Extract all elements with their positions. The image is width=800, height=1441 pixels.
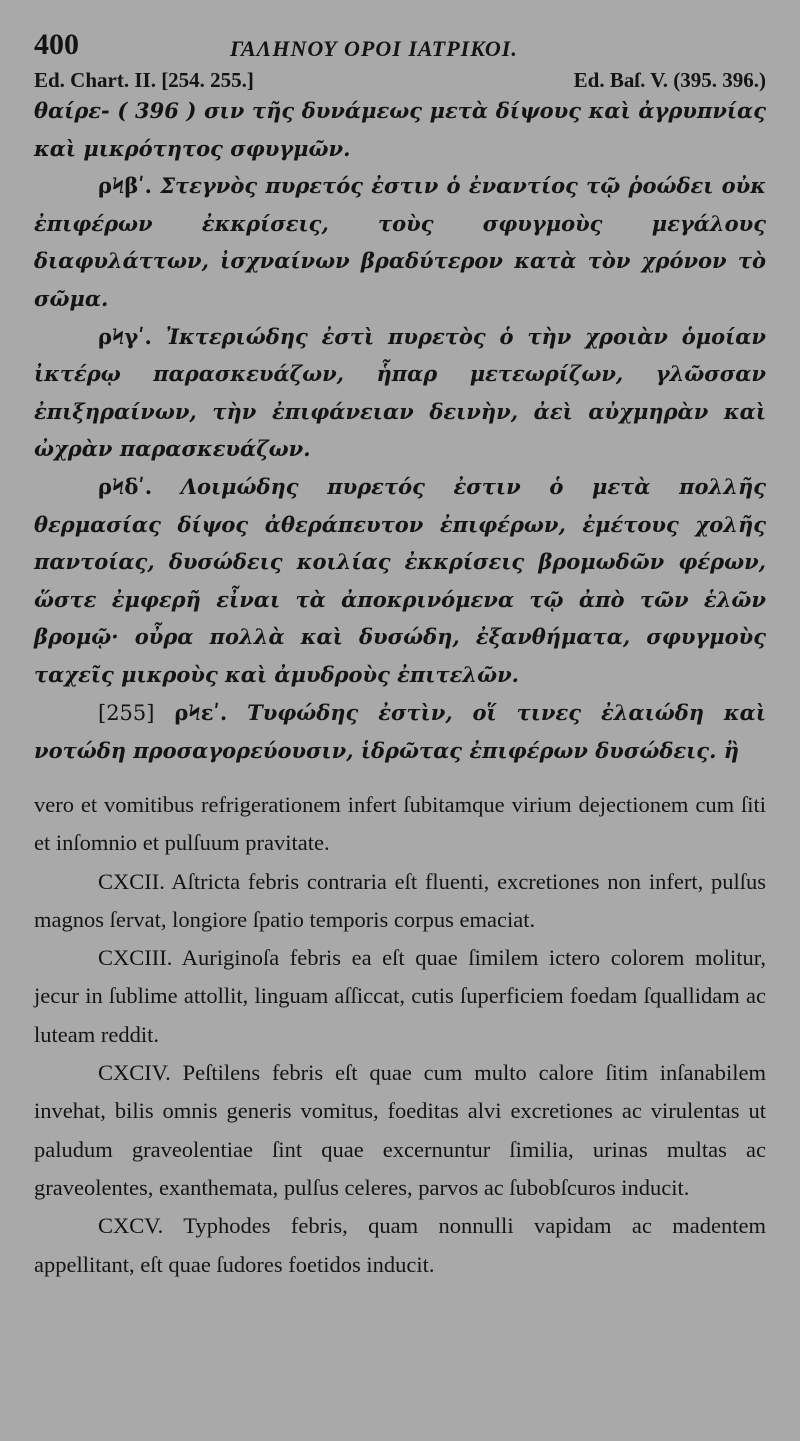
latin-paragraph [34, 939, 766, 1054]
greek-section-number: ρϞγʹ. [98, 323, 152, 349]
page-number: 400 [34, 28, 79, 61]
latin-text-block [34, 786, 766, 1284]
edition-reference-left: Ed. Chart. II. [254. 255.] [34, 68, 254, 92]
greek-paragraph [34, 167, 766, 317]
running-title: ΓΑΛΗΝΟΥ ΟΡΟΙ ΙΑΤΡΙΚΟΙ. [230, 36, 518, 61]
greek-section-number: ρϞβʹ. [98, 173, 152, 199]
greek-paragraph [34, 92, 766, 167]
latin-paragraph [34, 786, 766, 863]
greek-paragraph-text: Στεγνὸς πυρετός ἐστιν ὁ ἐναντίος τῷ ῥοώδει οὐκ ἐπιφέρων ἐκκρίσεις, τοὺς σφυγμοὺς μεγάλους διαφυλάττων, ἰσχναίνων βραδύτερον κατὰ τὸν χρόνον τὸ σῶμα. [34, 173, 766, 311]
latin-paragraph-text: Peſtilens febris eſt quae cum multo calore ſitim inſanabilem invehat, bilis omnis generis vomitus, foeditas alvi excretiones ac virulentas ut paludum graveolentiae ſint quae excernuntur ſimilia, urinas multas ac graveolentes, exanthemata, pulſus celeres, parvos ac ſubobſcuros inducit. [34, 1060, 767, 1200]
latin-paragraph-text: vero et vomitibus refrigerationem infert ſubitamque virium dejectionem cum ſiti et inſomnio et pulſuum pravitate. [34, 792, 766, 856]
latin-paragraph [34, 863, 766, 940]
greek-text-block [34, 92, 766, 770]
greek-paragraph [34, 694, 766, 770]
greek-section-number: ρϞδʹ. [98, 473, 153, 499]
latin-paragraph-text: Aſtricta febris contraria eſt fluenti, excretiones non infert, pulſus magnos ſervat, longiore ſpatio temporis corpus emaciat. [34, 868, 766, 932]
greek-paragraph-text: Λοιμώδης πυρετός ἐστιν ὁ μετὰ πολλῆς θερμασίας δίψος ἀθεράπευτον ἐπιφέρων, ἐμέτους χολῆς παντοίας, δυσώδεις κοιλίας ἐκκρίσεις βρομωδῶν φέρων, ὥστε ἐμφερῆ εἶναι τὰ ἀποκρινόμενα τῷ ἀπὸ τῶν ἑλῶν βρομῷ· οὖρα πολλὰ καὶ δυσώδη, ἐξανθήματα, σφυγμοὺς ταχεῖς μικροὺς καὶ ἀμυδροὺς ἐπιτελῶν. [34, 473, 767, 687]
greek-paragraph-text: Ἰκτεριώδης ἐστὶ πυρετὸς ὁ τὴν χροιὰν ὁμοίαν ἰκτέρῳ παρασκευάζων, ἧπαρ μετεωρίζων, γλῶσσαν ἐπιξηραίνων, τὴν ἐπιφάνειαν δεινὴν, ἀεὶ αὐχμηρὰν καὶ ὠχρὰν παρασκευάζων. [34, 323, 767, 462]
greek-section-number: ρϞεʹ. [174, 699, 228, 725]
latin-section-number: CXCIII. [98, 945, 173, 971]
latin-section-number: CXCIV. [98, 1060, 171, 1086]
greek-paragraph [34, 468, 766, 694]
latin-paragraph [34, 1054, 766, 1207]
latin-paragraph-text: Auriginoſa febris ea eſt quae ſimilem ictero colorem molitur, jecur in ſublime attollit, linguam aſſiccat, cutis ſuperficiem foedam ſquallidam ac luteam reddit. [34, 945, 766, 1047]
latin-section-number: CXCII. [98, 868, 165, 894]
greek-paragraph-text: Τυφώδης ἐστὶν, οἵ τινες ἐλαιώδη καὶ νοτώδη προσαγορεύουσιν, ἱδρῶτας ἐπιφέρων δυσώδεις. ἢ [34, 699, 766, 764]
latin-paragraph [34, 1207, 766, 1284]
latin-paragraph-text: Typhodes febris, quam nonnulli vapidam ac madentem appellitant, eſt quae ſudores foetidos inducit. [34, 1213, 766, 1277]
greek-paragraph [34, 318, 766, 468]
latin-section-number: CXCV. [98, 1213, 164, 1239]
edition-reference-right: Ed. Baſ. V. (395. 396.) [573, 68, 766, 92]
greek-paragraph-text: θαίρε- ( 396 ) σιν τῆς δυνάμεως μετὰ δίψους καὶ ἀγρυπνίας καὶ μικρότητος σφυγμῶν. [34, 98, 766, 161]
page-reference-marker: [255] [98, 700, 155, 725]
